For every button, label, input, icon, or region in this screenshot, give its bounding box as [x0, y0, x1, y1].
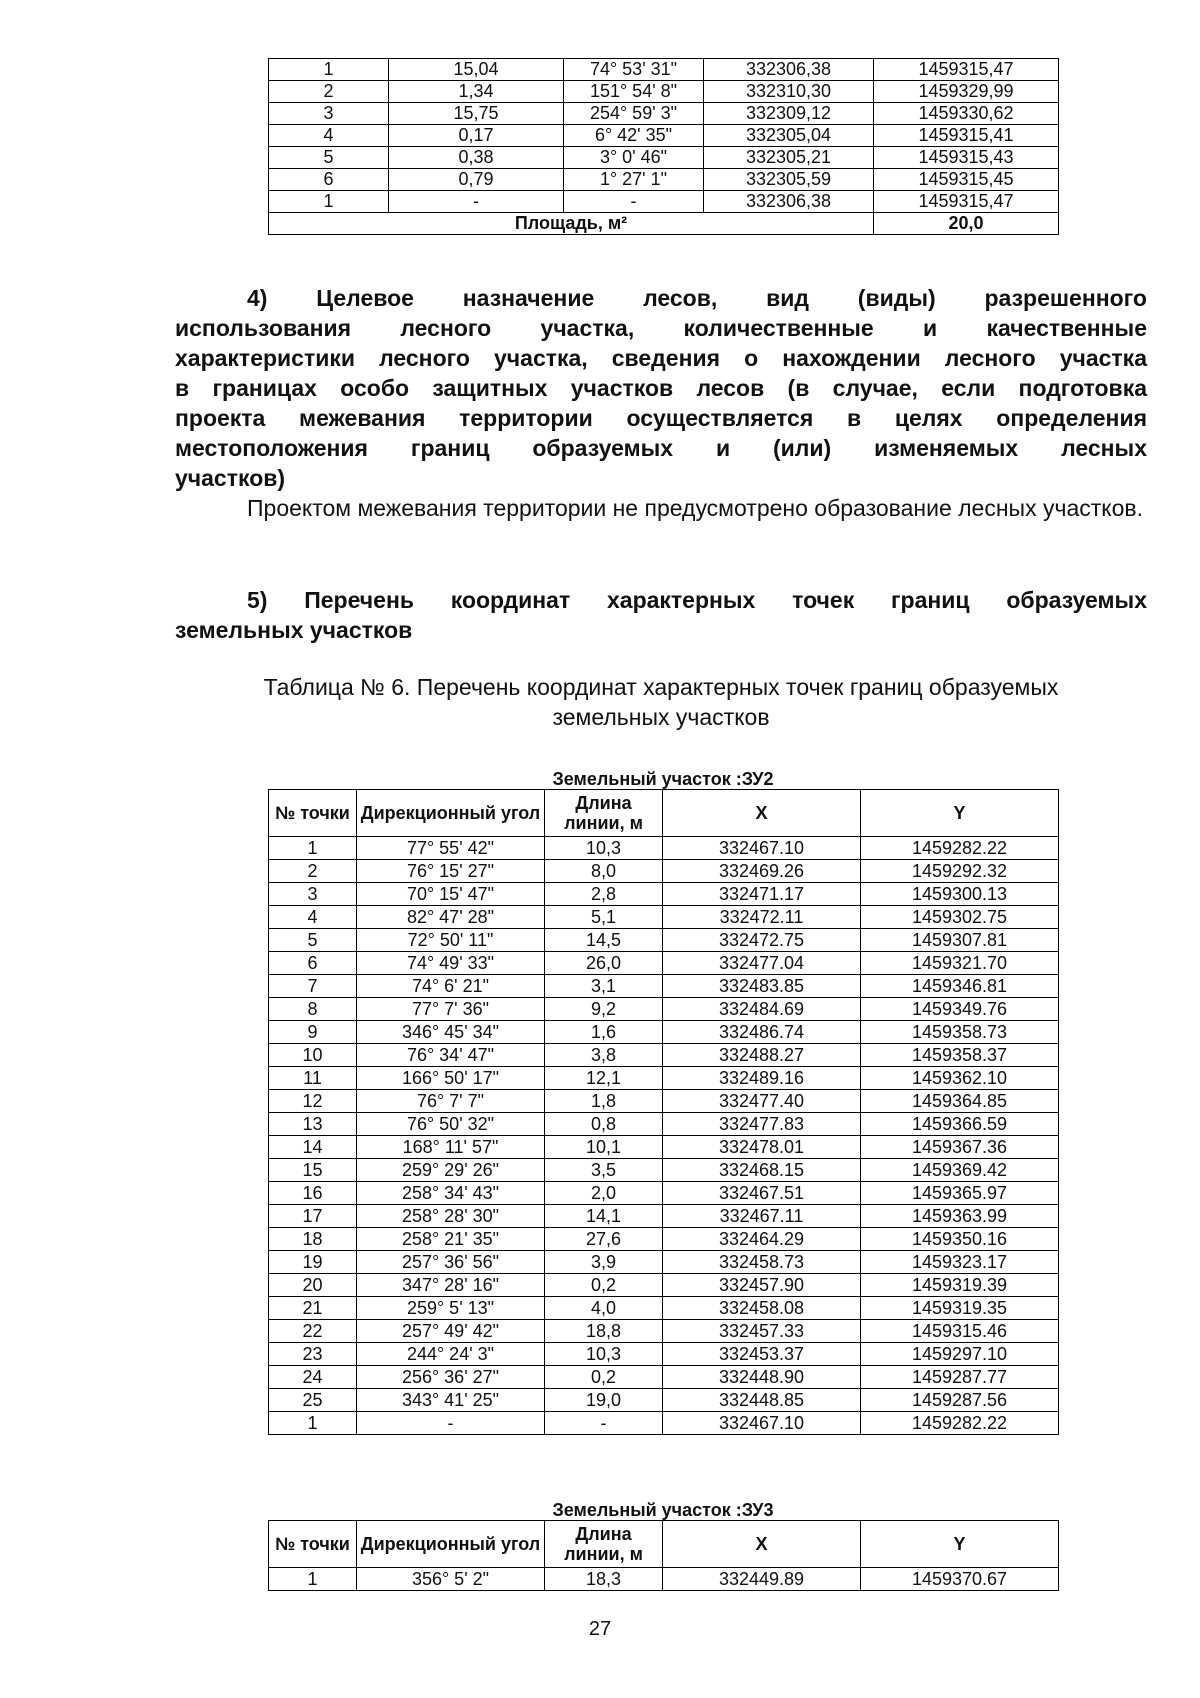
table-cell: 17: [269, 1205, 357, 1228]
table-cell: 76° 50' 32": [357, 1113, 545, 1136]
table-cell: 8: [269, 998, 357, 1021]
section4-body: Проектом межевания территории не предусмотрено образование лесных участков.: [247, 495, 1144, 521]
table-cell: 24: [269, 1366, 357, 1389]
table-cell: 15: [269, 1159, 357, 1182]
table-cell: 1459287.56: [861, 1389, 1059, 1412]
table-cell: 76° 15' 27": [357, 860, 545, 883]
table-cell: 332310,30: [704, 81, 874, 103]
table-cell: 1459319.39: [861, 1274, 1059, 1297]
table-cell: 11: [269, 1067, 357, 1090]
table-row: [269, 169, 1059, 191]
table-cell: 18,8: [545, 1320, 663, 1343]
table-cell: 1,6: [545, 1021, 663, 1044]
table-cell: 332467.51: [663, 1182, 861, 1205]
table-cell: 332449.89: [663, 1568, 861, 1591]
table-cell: 1459292.32: [861, 860, 1059, 883]
table-cell: 1459315,41: [874, 125, 1059, 147]
table-cell: 3,5: [545, 1159, 663, 1182]
table-cell: 1459319.35: [861, 1297, 1059, 1320]
table-cell: 332477.04: [663, 952, 861, 975]
section4-heading-line: характеристики лесного участка, сведения о нахождении лесного участка: [175, 345, 1147, 371]
table-row: [269, 1044, 1059, 1067]
table-cell: 10,1: [545, 1136, 663, 1159]
table-cell: 7: [269, 975, 357, 998]
table-cell: 3,1: [545, 975, 663, 998]
section4-heading-line: в границах особо защитных участков лесов (в случае, если подготовка: [175, 375, 1147, 401]
table-cell: 258° 21' 35": [357, 1228, 545, 1251]
table-cell: 1: [269, 59, 389, 81]
table-cell: 4: [269, 906, 357, 929]
table-cell: 332477.83: [663, 1113, 861, 1136]
table-cell: 332488.27: [663, 1044, 861, 1067]
table-cell: 1459370.67: [861, 1568, 1059, 1591]
table-cell: 332484.69: [663, 998, 861, 1021]
table-cell: 1459350.16: [861, 1228, 1059, 1251]
table-cell: 256° 36' 27": [357, 1366, 545, 1389]
table-cell: 1459307.81: [861, 929, 1059, 952]
header-point: № точки: [269, 1521, 357, 1568]
table-cell: 1° 27' 1": [564, 169, 704, 191]
table-cell: 332305,59: [704, 169, 874, 191]
header-point: № точки: [269, 790, 357, 837]
table-cell: 332305,04: [704, 125, 874, 147]
table-cell: 1459362.10: [861, 1067, 1059, 1090]
table-cell: 332486.74: [663, 1021, 861, 1044]
table-cell: 332478.01: [663, 1136, 861, 1159]
table-row: [269, 1090, 1059, 1113]
table-cell: 10,3: [545, 837, 663, 860]
table-cell: 1459321.70: [861, 952, 1059, 975]
table-cell: 3,9: [545, 1251, 663, 1274]
plot-zu3-table: [268, 1520, 1059, 1591]
table-cell: 1459282.22: [861, 1412, 1059, 1435]
table-row: [269, 1113, 1059, 1136]
table-cell: 166° 50' 17": [357, 1067, 545, 1090]
table-cell: 82° 47' 28": [357, 906, 545, 929]
table-cell: 1459323.17: [861, 1251, 1059, 1274]
table-cell: 332477.40: [663, 1090, 861, 1113]
table-cell: 1459297.10: [861, 1343, 1059, 1366]
table-row: [269, 81, 1059, 103]
table-row: [269, 860, 1059, 883]
table-row: [269, 1067, 1059, 1090]
table-row: [269, 1182, 1059, 1205]
area-row: [269, 213, 1059, 235]
table-row: [269, 1136, 1059, 1159]
table-cell: 10: [269, 1044, 357, 1067]
table-row: [269, 1021, 1059, 1044]
table-cell: 21: [269, 1297, 357, 1320]
table-cell: 258° 34' 43": [357, 1182, 545, 1205]
table-cell: 1459346.81: [861, 975, 1059, 998]
plot-zu2-title: Земельный участок :ЗУ2: [552, 769, 774, 789]
table-cell: 1: [269, 837, 357, 860]
table-cell: 1459358.73: [861, 1021, 1059, 1044]
table-row: [269, 1568, 1059, 1591]
table-row: [269, 1274, 1059, 1297]
table-cell: 4: [269, 125, 389, 147]
table-cell: 1459287.77: [861, 1366, 1059, 1389]
table-cell: 3: [269, 883, 357, 906]
table-cell: 72° 50' 11": [357, 929, 545, 952]
table-cell: 77° 55' 42": [357, 837, 545, 860]
table-cell: 6: [269, 952, 357, 975]
table-cell: 9: [269, 1021, 357, 1044]
table-cell: 332472.11: [663, 906, 861, 929]
table-cell: 70° 15' 47": [357, 883, 545, 906]
table-cell: 1: [269, 1568, 357, 1591]
table-caption-line2: земельных участков: [552, 704, 770, 730]
table-row: [269, 103, 1059, 125]
table-cell: 332448.90: [663, 1366, 861, 1389]
table-cell: 259° 5' 13": [357, 1297, 545, 1320]
table-caption: [175, 672, 1147, 732]
table-cell: 1459282.22: [861, 837, 1059, 860]
table-cell: 0,8: [545, 1113, 663, 1136]
table-row: [269, 998, 1059, 1021]
header-x: X: [663, 790, 861, 837]
table-cell: 259° 29' 26": [357, 1159, 545, 1182]
table-row: [269, 191, 1059, 213]
table-cell: 332483.85: [663, 975, 861, 998]
table-cell: 151° 54' 8": [564, 81, 704, 103]
table-cell: 25: [269, 1389, 357, 1412]
table-cell: 332306,38: [704, 191, 874, 213]
table-cell: 5,1: [545, 906, 663, 929]
table-cell: 332457.90: [663, 1274, 861, 1297]
table-header-row: [269, 790, 1059, 837]
table-cell: 332467.11: [663, 1205, 861, 1228]
section4-heading-line: местоположения границ образуемых и (или) изменяемых лесных: [175, 435, 1147, 461]
table-cell: 1459365.97: [861, 1182, 1059, 1205]
table-row: [269, 906, 1059, 929]
table-cell: 258° 28' 30": [357, 1205, 545, 1228]
section4-heading-line: 4) Целевое назначение лесов, вид (виды) разрешенного: [247, 285, 1147, 311]
table-row: [269, 1366, 1059, 1389]
table-cell: 20: [269, 1274, 357, 1297]
table-cell: 1459366.59: [861, 1113, 1059, 1136]
table-cell: 74° 49' 33": [357, 952, 545, 975]
table-cell: 2,8: [545, 883, 663, 906]
table-cell: 332458.73: [663, 1251, 861, 1274]
table-cell: 6° 42' 35": [564, 125, 704, 147]
table-cell: 22: [269, 1320, 357, 1343]
table-cell: 2,0: [545, 1182, 663, 1205]
table-cell: 8,0: [545, 860, 663, 883]
header-angle: Дирекционный угол: [357, 790, 545, 837]
area-value: 20,0: [874, 213, 1059, 235]
table-row: [269, 975, 1059, 998]
table-cell: 2: [269, 860, 357, 883]
table-cell: 1: [269, 1412, 357, 1435]
table-cell: 1459349.76: [861, 998, 1059, 1021]
table-cell: 14,5: [545, 929, 663, 952]
table-cell: 77° 7' 36": [357, 998, 545, 1021]
section4-heading-line: использования лесного участка, количественные и качественные: [175, 315, 1147, 341]
table-cell: 257° 49' 42": [357, 1320, 545, 1343]
table-cell: -: [389, 191, 564, 213]
table-cell: 1459315,43: [874, 147, 1059, 169]
table-cell: 1459315,45: [874, 169, 1059, 191]
header-length: Длина линии, м: [545, 790, 663, 837]
table-cell: 0,2: [545, 1366, 663, 1389]
table-cell: 332448.85: [663, 1389, 861, 1412]
table-cell: 332458.08: [663, 1297, 861, 1320]
table-row: [269, 1412, 1059, 1435]
table-cell: 3: [269, 103, 389, 125]
table-row: [269, 1159, 1059, 1182]
table-cell: 2: [269, 81, 389, 103]
table-cell: 332471.17: [663, 883, 861, 906]
header-x: X: [663, 1521, 861, 1568]
table-row: [269, 1205, 1059, 1228]
table-cell: 0,38: [389, 147, 564, 169]
table-row: [269, 125, 1059, 147]
section5-heading-line1: 5) Перечень координат характерных точек границ образуемых: [247, 587, 1147, 613]
table-cell: 6: [269, 169, 389, 191]
table-cell: 23: [269, 1343, 357, 1366]
table-cell: 3,8: [545, 1044, 663, 1067]
table-cell: 332489.16: [663, 1067, 861, 1090]
table-row: [269, 883, 1059, 906]
table-cell: 332467.10: [663, 837, 861, 860]
table-cell: -: [357, 1412, 545, 1435]
table-row: [269, 1343, 1059, 1366]
section4-heading-line: проекта межевания территории осуществляется в целях определения: [175, 405, 1147, 431]
table-cell: 168° 11' 57": [357, 1136, 545, 1159]
table-cell: 9,2: [545, 998, 663, 1021]
header-angle: Дирекционный угол: [357, 1521, 545, 1568]
table-row: [269, 952, 1059, 975]
table-cell: 1459302.75: [861, 906, 1059, 929]
section4-heading-last-line: участков): [175, 465, 286, 491]
table-cell: 76° 34' 47": [357, 1044, 545, 1067]
header-length: Длина линии, м: [545, 1521, 663, 1568]
table-cell: 1459358.37: [861, 1044, 1059, 1067]
table-cell: 18: [269, 1228, 357, 1251]
table-cell: 332469.26: [663, 860, 861, 883]
table-cell: 0,2: [545, 1274, 663, 1297]
table-cell: 343° 41' 25": [357, 1389, 545, 1412]
table-cell: 1459329,99: [874, 81, 1059, 103]
table-cell: 5: [269, 147, 389, 169]
table-cell: 332309,12: [704, 103, 874, 125]
table-cell: 332305,21: [704, 147, 874, 169]
table-row: [269, 837, 1059, 860]
page-number: 27: [588, 1618, 612, 1640]
table-cell: 74° 6' 21": [357, 975, 545, 998]
table-cell: 346° 45' 34": [357, 1021, 545, 1044]
table-cell: 76° 7' 7": [357, 1090, 545, 1113]
table-row: [269, 1389, 1059, 1412]
table-cell: 1459363.99: [861, 1205, 1059, 1228]
table-cell: 27,6: [545, 1228, 663, 1251]
top-coordinates-table: [268, 58, 1059, 235]
table-cell: 12: [269, 1090, 357, 1113]
table-cell: 332306,38: [704, 59, 874, 81]
table-cell: 1459367.36: [861, 1136, 1059, 1159]
table-cell: 12,1: [545, 1067, 663, 1090]
header-y: Y: [861, 790, 1059, 837]
plot-zu2-table: [268, 789, 1059, 1435]
table-cell: 3° 0' 46": [564, 147, 704, 169]
table-cell: 254° 59' 3": [564, 103, 704, 125]
table-cell: 1459315.46: [861, 1320, 1059, 1343]
table-cell: 1459300.13: [861, 883, 1059, 906]
table-caption-line1: Таблица № 6. Перечень координат характерных точек границ образуемых: [263, 674, 1059, 700]
table-cell: 356° 5' 2": [357, 1568, 545, 1591]
plot-zu3-title: Земельный участок :ЗУ3: [552, 1500, 774, 1520]
table-row: [269, 1320, 1059, 1343]
table-cell: 10,3: [545, 1343, 663, 1366]
table-cell: 14,1: [545, 1205, 663, 1228]
table-cell: 16: [269, 1182, 357, 1205]
table-cell: 1,34: [389, 81, 564, 103]
table-cell: 1459330,62: [874, 103, 1059, 125]
section5-heading-line2: земельных участков: [175, 617, 413, 643]
table-cell: 1,8: [545, 1090, 663, 1113]
table-cell: 15,04: [389, 59, 564, 81]
table-cell: 18,3: [545, 1568, 663, 1591]
table-cell: 332453.37: [663, 1343, 861, 1366]
table-cell: 332472.75: [663, 929, 861, 952]
table-cell: 19,0: [545, 1389, 663, 1412]
table-cell: -: [545, 1412, 663, 1435]
table-cell: 332457.33: [663, 1320, 861, 1343]
table-cell: 4,0: [545, 1297, 663, 1320]
table-cell: 1459364.85: [861, 1090, 1059, 1113]
header-y: Y: [861, 1521, 1059, 1568]
table-cell: 332464.29: [663, 1228, 861, 1251]
table-row: [269, 1228, 1059, 1251]
table-cell: 332467.10: [663, 1412, 861, 1435]
table-cell: 15,75: [389, 103, 564, 125]
table-cell: 1459369.42: [861, 1159, 1059, 1182]
table-cell: 13: [269, 1113, 357, 1136]
table-cell: -: [564, 191, 704, 213]
area-label: Площадь, м²: [269, 213, 874, 235]
table-row: [269, 147, 1059, 169]
table-cell: 257° 36' 56": [357, 1251, 545, 1274]
table-cell: 19: [269, 1251, 357, 1274]
table-cell: 74° 53' 31": [564, 59, 704, 81]
table-row: [269, 929, 1059, 952]
table-row: [269, 1251, 1059, 1274]
table-cell: 332468.15: [663, 1159, 861, 1182]
table-cell: 347° 28' 16": [357, 1274, 545, 1297]
table-cell: 1459315,47: [874, 59, 1059, 81]
table-row: [269, 1297, 1059, 1320]
table-header-row: [269, 1521, 1059, 1568]
table-cell: 14: [269, 1136, 357, 1159]
table-cell: 1: [269, 191, 389, 213]
table-cell: 26,0: [545, 952, 663, 975]
table-cell: 0,79: [389, 169, 564, 191]
table-cell: 0,17: [389, 125, 564, 147]
table-cell: 5: [269, 929, 357, 952]
table-cell: 1459315,47: [874, 191, 1059, 213]
table-row: [269, 59, 1059, 81]
table-cell: 244° 24' 3": [357, 1343, 545, 1366]
